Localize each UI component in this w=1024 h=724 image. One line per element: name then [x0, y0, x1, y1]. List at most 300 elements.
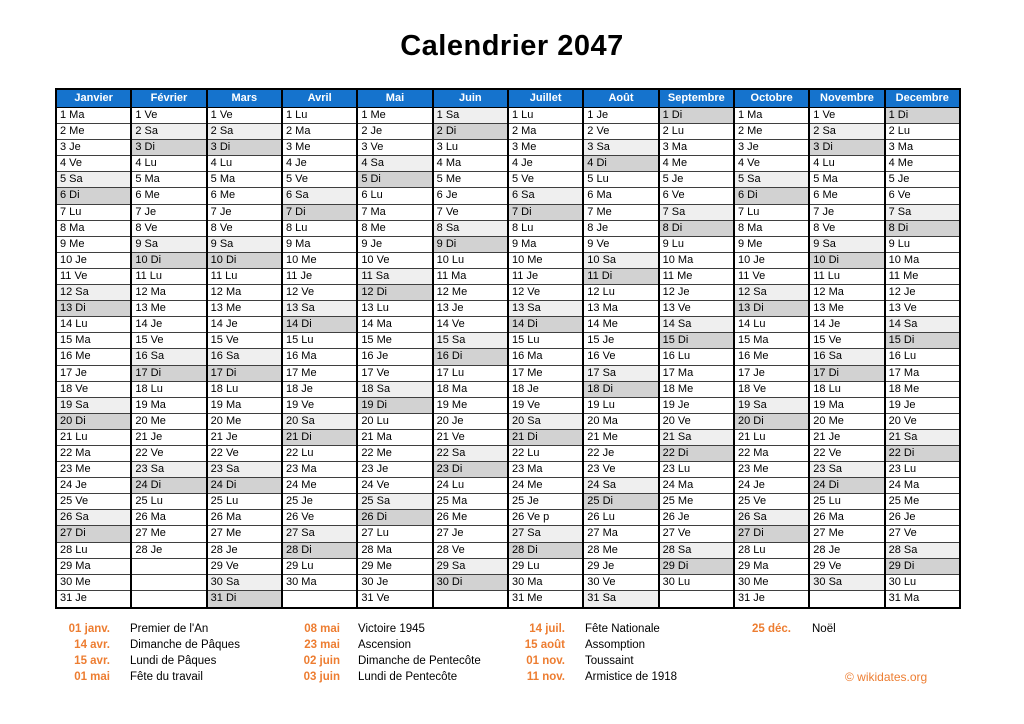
day-cell: 14 Ve [434, 317, 507, 333]
day-cell: 17 Lu [434, 366, 507, 382]
day-cell: 24 Je [735, 478, 808, 494]
holiday-date: 14 juil. [529, 623, 565, 635]
day-cell: 4 Me [886, 156, 959, 172]
day-cell: 15 Di [660, 333, 733, 349]
holiday-label: Fête du travail [130, 671, 203, 683]
day-cell: 20 Di [57, 414, 130, 430]
day-cell: 24 Ma [660, 478, 733, 494]
holiday-label: Ascension [358, 639, 412, 651]
day-cell: 10 Je [57, 253, 130, 269]
day-cell: 7 Ve [434, 205, 507, 221]
day-cell: 1 Me [358, 108, 431, 124]
day-cell: 26 Me [434, 510, 507, 526]
day-cell: 12 Ma [810, 285, 883, 301]
month-header: Avril [283, 90, 356, 108]
day-cell: 24 Ma [886, 478, 959, 494]
day-cell: 8 Ve [810, 221, 883, 237]
day-cell: 8 Lu [283, 221, 356, 237]
day-cell: 10 Me [509, 253, 582, 269]
holiday-label: Assomption [585, 639, 646, 651]
day-cell: 11 Ve [57, 269, 130, 285]
day-cell: 8 Ma [735, 221, 808, 237]
day-cell: 27 Di [57, 526, 130, 542]
day-cell: 12 Ma [208, 285, 281, 301]
day-cell: 7 Me [584, 205, 657, 221]
day-cell: 24 Sa [584, 478, 657, 494]
day-cell: 19 Di [358, 398, 431, 414]
day-cell: 17 Ma [660, 366, 733, 382]
day-cell: 6 Lu [358, 188, 431, 204]
day-cell: 27 Ma [584, 526, 657, 542]
day-cell: 5 Di [358, 172, 431, 188]
month-header: Juillet [509, 90, 582, 108]
day-cell: 24 Di [810, 478, 883, 494]
day-cell: 19 Lu [584, 398, 657, 414]
month-header: Mars [208, 90, 281, 108]
day-cell: 4 Me [660, 156, 733, 172]
day-cell: 3 Di [810, 140, 883, 156]
day-cell: 23 Ma [509, 462, 582, 478]
day-cell: 2 Sa [132, 124, 205, 140]
day-cell: 3 Di [132, 140, 205, 156]
day-cell: 11 Me [660, 269, 733, 285]
day-cell: 5 Ve [509, 172, 582, 188]
day-cell: 26 Di [358, 510, 431, 526]
day-cell: 4 Ve [735, 156, 808, 172]
day-cell: 16 Je [358, 349, 431, 365]
day-cell: 4 Je [509, 156, 582, 172]
day-cell: 1 Di [660, 108, 733, 124]
day-cell: 14 Je [132, 317, 205, 333]
day-cell: 16 Lu [660, 349, 733, 365]
day-cell: 18 Je [283, 382, 356, 398]
day-cell: 4 Sa [358, 156, 431, 172]
day-cell: 10 Me [283, 253, 356, 269]
day-cell: 25 Lu [132, 494, 205, 510]
holiday-label: Lundi de Pâques [130, 655, 217, 667]
day-cell: 4 Je [283, 156, 356, 172]
day-cell: 25 Ma [434, 494, 507, 510]
day-cell: 17 Me [509, 366, 582, 382]
day-cell: 19 Ma [810, 398, 883, 414]
day-cell: 24 Lu [434, 478, 507, 494]
day-cell: 21 Sa [886, 430, 959, 446]
day-cell: 20 Me [208, 414, 281, 430]
month-header: Juin [434, 90, 507, 108]
day-cell: 18 Lu [208, 382, 281, 398]
day-cell: 14 Sa [886, 317, 959, 333]
day-cell: 6 Me [208, 188, 281, 204]
day-cell: 8 Me [358, 221, 431, 237]
day-cell: 10 Di [810, 253, 883, 269]
holiday-date: 15 août [524, 639, 565, 651]
day-cell: 31 Sa [584, 591, 657, 607]
day-cell: 21 Je [810, 430, 883, 446]
day-cell: 6 Sa [283, 188, 356, 204]
day-cell: 9 Ma [509, 237, 582, 253]
day-cell: 21 Lu [735, 430, 808, 446]
day-cell: 21 Je [208, 430, 281, 446]
day-cell: 19 Sa [735, 398, 808, 414]
day-cell: 1 Ve [208, 108, 281, 124]
day-cell: 23 Me [57, 462, 130, 478]
day-cell: 2 Sa [208, 124, 281, 140]
day-cell: 6 Di [57, 188, 130, 204]
day-cell: 22 Ma [57, 446, 130, 462]
day-cell: 19 Ma [208, 398, 281, 414]
day-cell: 20 Me [810, 414, 883, 430]
day-cell: 16 Sa [208, 349, 281, 365]
day-cell: 8 Di [886, 221, 959, 237]
day-cell: 22 Lu [509, 446, 582, 462]
day-cell: 24 Me [283, 478, 356, 494]
day-cell: 24 Je [57, 478, 130, 494]
day-cell: 31 Ma [886, 591, 959, 607]
day-cell: 21 Sa [660, 430, 733, 446]
day-cell: 3 Ma [660, 140, 733, 156]
day-cell: 23 Ma [283, 462, 356, 478]
day-cell: 30 Ve [584, 575, 657, 591]
day-cell: 18 Ve [735, 382, 808, 398]
day-cell: 17 Di [132, 366, 205, 382]
holiday-date: 03 juin [303, 671, 340, 683]
holiday-label: Armistice de 1918 [585, 671, 678, 683]
day-cell: 29 Di [886, 559, 959, 575]
wikidates-credit-link[interactable]: © wikidates.org [845, 670, 928, 684]
day-cell: 30 Sa [810, 575, 883, 591]
day-cell: 27 Lu [358, 526, 431, 542]
month-header: Mai [358, 90, 431, 108]
day-cell: 5 Me [434, 172, 507, 188]
holiday-date: 14 avr. [74, 639, 110, 651]
empty-cell [283, 591, 356, 607]
day-cell: 9 Ve [584, 237, 657, 253]
day-cell: 8 Ve [208, 221, 281, 237]
day-cell: 15 Lu [509, 333, 582, 349]
day-cell: 15 Ma [57, 333, 130, 349]
day-cell: 1 Ma [57, 108, 130, 124]
day-cell: 8 Lu [509, 221, 582, 237]
day-cell: 24 Di [132, 478, 205, 494]
day-cell: 28 Lu [57, 543, 130, 559]
day-cell: 23 Di [434, 462, 507, 478]
day-cell: 25 Je [283, 494, 356, 510]
day-cell: 8 Ve [132, 221, 205, 237]
day-cell: 22 Ve [132, 446, 205, 462]
day-cell: 17 Sa [584, 366, 657, 382]
month-header: Decembre [886, 90, 959, 108]
day-cell: 18 Lu [132, 382, 205, 398]
day-cell: 28 Je [810, 543, 883, 559]
holiday-label: Dimanche de Pâques [130, 639, 240, 651]
day-cell: 26 Ma [132, 510, 205, 526]
day-cell: 23 Je [358, 462, 431, 478]
empty-cell [132, 591, 205, 607]
day-cell: 7 Sa [886, 205, 959, 221]
day-cell: 12 Lu [584, 285, 657, 301]
day-cell: 30 Je [358, 575, 431, 591]
day-cell: 14 Di [509, 317, 582, 333]
day-cell: 19 Je [886, 398, 959, 414]
day-cell: 17 Di [208, 366, 281, 382]
day-cell: 1 Ve [132, 108, 205, 124]
day-cell: 17 Di [810, 366, 883, 382]
day-cell: 11 Ma [434, 269, 507, 285]
day-cell: 13 Ve [886, 301, 959, 317]
day-cell: 28 Ma [358, 543, 431, 559]
day-cell: 29 Ve [810, 559, 883, 575]
day-cell: 16 Lu [886, 349, 959, 365]
day-cell: 13 Ma [584, 301, 657, 317]
day-cell: 11 Je [509, 269, 582, 285]
day-cell: 22 Sa [434, 446, 507, 462]
month-column-3 [206, 90, 281, 607]
day-cell: 20 Ve [660, 414, 733, 430]
holiday-label: Premier de l'An [130, 623, 209, 635]
day-cell: 16 Sa [810, 349, 883, 365]
day-cell: 22 Lu [283, 446, 356, 462]
day-cell: 23 Ve [584, 462, 657, 478]
day-cell: 1 Lu [283, 108, 356, 124]
day-cell: 24 Di [208, 478, 281, 494]
day-cell: 2 Me [57, 124, 130, 140]
day-cell: 26 Sa [57, 510, 130, 526]
month-column-6 [432, 90, 507, 607]
day-cell: 18 Ma [434, 382, 507, 398]
day-cell: 18 Me [660, 382, 733, 398]
day-cell: 14 Sa [660, 317, 733, 333]
day-cell: 25 Je [509, 494, 582, 510]
day-cell: 21 Je [132, 430, 205, 446]
day-cell: 16 Me [57, 349, 130, 365]
day-cell: 30 Ma [283, 575, 356, 591]
day-cell: 11 Di [584, 269, 657, 285]
day-cell: 9 Sa [208, 237, 281, 253]
day-cell: 28 Sa [660, 543, 733, 559]
holiday-label: Victoire 1945 [358, 623, 425, 635]
day-cell: 12 Me [434, 285, 507, 301]
day-cell: 26 Ma [208, 510, 281, 526]
day-cell: 13 Lu [358, 301, 431, 317]
day-cell: 23 Lu [660, 462, 733, 478]
day-cell: 12 Ve [509, 285, 582, 301]
day-cell: 26 Ve [283, 510, 356, 526]
day-cell: 31 Je [735, 591, 808, 607]
day-cell: 16 Di [434, 349, 507, 365]
day-cell: 5 Je [660, 172, 733, 188]
day-cell: 12 Sa [57, 285, 130, 301]
day-cell: 26 Je [660, 510, 733, 526]
day-cell: 28 Lu [735, 543, 808, 559]
day-cell: 17 Je [735, 366, 808, 382]
day-cell: 17 Je [57, 366, 130, 382]
holiday-date: 01 mai [74, 671, 110, 683]
day-cell: 3 Ve [358, 140, 431, 156]
day-cell: 7 Je [810, 205, 883, 221]
day-cell: 19 Ma [132, 398, 205, 414]
day-cell: 1 Di [886, 108, 959, 124]
holiday-label: Toussaint [585, 655, 634, 667]
day-cell: 29 Me [358, 559, 431, 575]
day-cell: 21 Di [509, 430, 582, 446]
day-cell: 9 Ma [283, 237, 356, 253]
holiday-label: Lundi de Pentecôte [358, 671, 458, 683]
day-cell: 2 Lu [660, 124, 733, 140]
day-cell: 12 Je [886, 285, 959, 301]
day-cell: 27 Me [810, 526, 883, 542]
day-cell: 4 Ma [434, 156, 507, 172]
day-cell: 6 Ve [660, 188, 733, 204]
day-cell: 7 Je [132, 205, 205, 221]
day-cell: 2 Je [358, 124, 431, 140]
day-cell: 22 Di [886, 446, 959, 462]
month-column-7 [507, 90, 582, 607]
day-cell: 17 Ve [358, 366, 431, 382]
day-cell: 13 Sa [509, 301, 582, 317]
holiday-date: 01 nov. [526, 655, 565, 667]
day-cell: 9 Di [434, 237, 507, 253]
page-title: Calendrier 2047 [400, 30, 624, 62]
holiday-label: Fête Nationale [585, 623, 660, 635]
holiday-label: Noël [812, 623, 836, 635]
month-column-9 [658, 90, 733, 607]
day-cell: 10 Lu [434, 253, 507, 269]
day-cell: 11 Lu [208, 269, 281, 285]
day-cell: 27 Sa [283, 526, 356, 542]
day-cell: 1 Sa [434, 108, 507, 124]
day-cell: 28 Je [208, 543, 281, 559]
day-cell: 14 Di [283, 317, 356, 333]
day-cell: 7 Ma [358, 205, 431, 221]
day-cell: 25 Di [584, 494, 657, 510]
day-cell: 12 Ma [132, 285, 205, 301]
day-cell: 15 Ve [810, 333, 883, 349]
day-cell: 5 Sa [735, 172, 808, 188]
empty-cell [132, 559, 205, 575]
day-cell: 21 Lu [57, 430, 130, 446]
day-cell: 29 Di [660, 559, 733, 575]
day-cell: 5 Sa [57, 172, 130, 188]
day-cell: 28 Je [132, 543, 205, 559]
day-cell: 13 Di [57, 301, 130, 317]
day-cell: 3 Lu [434, 140, 507, 156]
day-cell: 23 Sa [208, 462, 281, 478]
day-cell: 2 Ma [283, 124, 356, 140]
day-cell: 5 Je [886, 172, 959, 188]
day-cell: 4 Lu [132, 156, 205, 172]
month-header: Septembre [660, 90, 733, 108]
day-cell: 7 Je [208, 205, 281, 221]
day-cell: 2 Ma [509, 124, 582, 140]
day-cell: 22 Ve [208, 446, 281, 462]
day-cell: 3 Me [509, 140, 582, 156]
day-cell: 11 Lu [132, 269, 205, 285]
day-cell: 10 Sa [584, 253, 657, 269]
empty-cell [434, 591, 507, 607]
day-cell: 28 Me [584, 543, 657, 559]
holiday-date: 23 mai [304, 639, 340, 651]
day-cell: 12 Sa [735, 285, 808, 301]
day-cell: 30 Lu [886, 575, 959, 591]
empty-cell [810, 591, 883, 607]
day-cell: 9 Sa [132, 237, 205, 253]
day-cell: 11 Je [283, 269, 356, 285]
day-cell: 5 Ve [283, 172, 356, 188]
day-cell: 9 Lu [660, 237, 733, 253]
day-cell: 31 Ve [358, 591, 431, 607]
day-cell: 29 Sa [434, 559, 507, 575]
month-header: Novembre [810, 90, 883, 108]
day-cell: 2 Sa [810, 124, 883, 140]
month-column-10 [733, 90, 808, 607]
month-column-11 [808, 90, 883, 607]
day-cell: 25 Me [660, 494, 733, 510]
day-cell: 16 Ma [509, 349, 582, 365]
day-cell: 23 Lu [886, 462, 959, 478]
day-cell: 8 Sa [434, 221, 507, 237]
day-cell: 15 Lu [283, 333, 356, 349]
day-cell: 1 Ma [735, 108, 808, 124]
day-cell: 17 Me [283, 366, 356, 382]
day-cell: 1 Lu [509, 108, 582, 124]
day-cell: 11 Ve [735, 269, 808, 285]
day-cell: 18 Je [509, 382, 582, 398]
day-cell: 10 Ma [660, 253, 733, 269]
day-cell: 15 Di [886, 333, 959, 349]
day-cell: 13 Ve [660, 301, 733, 317]
day-cell: 28 Di [283, 543, 356, 559]
day-cell: 26 Sa [735, 510, 808, 526]
day-cell: 14 Me [584, 317, 657, 333]
day-cell: 9 Me [57, 237, 130, 253]
day-cell: 21 Ma [358, 430, 431, 446]
day-cell: 10 Ve [358, 253, 431, 269]
day-cell: 5 Lu [584, 172, 657, 188]
day-cell: 4 Di [584, 156, 657, 172]
day-cell: 5 Ma [810, 172, 883, 188]
day-cell: 24 Me [509, 478, 582, 494]
day-cell: 28 Di [509, 543, 582, 559]
day-cell: 15 Sa [434, 333, 507, 349]
day-cell: 13 Me [132, 301, 205, 317]
day-cell: 6 Je [434, 188, 507, 204]
day-cell: 20 Ma [584, 414, 657, 430]
day-cell: 6 Sa [509, 188, 582, 204]
day-cell: 18 Lu [810, 382, 883, 398]
day-cell: 8 Je [584, 221, 657, 237]
day-cell: 30 Ma [509, 575, 582, 591]
day-cell: 25 Ve [735, 494, 808, 510]
day-cell: 3 Je [735, 140, 808, 156]
day-cell: 25 Ve [57, 494, 130, 510]
holiday-date: 15 avr. [74, 655, 110, 667]
day-cell: 27 Ve [886, 526, 959, 542]
day-cell: 19 Ve [283, 398, 356, 414]
day-cell: 1 Je [584, 108, 657, 124]
day-cell: 31 Me [509, 591, 582, 607]
day-cell: 9 Lu [886, 237, 959, 253]
day-cell: 22 Ma [735, 446, 808, 462]
day-cell: 2 Di [434, 124, 507, 140]
day-cell: 7 Di [283, 205, 356, 221]
day-cell: 5 Ma [208, 172, 281, 188]
holiday-date: 25 déc. [752, 623, 791, 635]
month-column-1 [57, 90, 130, 607]
day-cell: 25 Me [886, 494, 959, 510]
day-cell: 9 Me [735, 237, 808, 253]
day-cell: 3 Di [208, 140, 281, 156]
day-cell: 8 Di [660, 221, 733, 237]
